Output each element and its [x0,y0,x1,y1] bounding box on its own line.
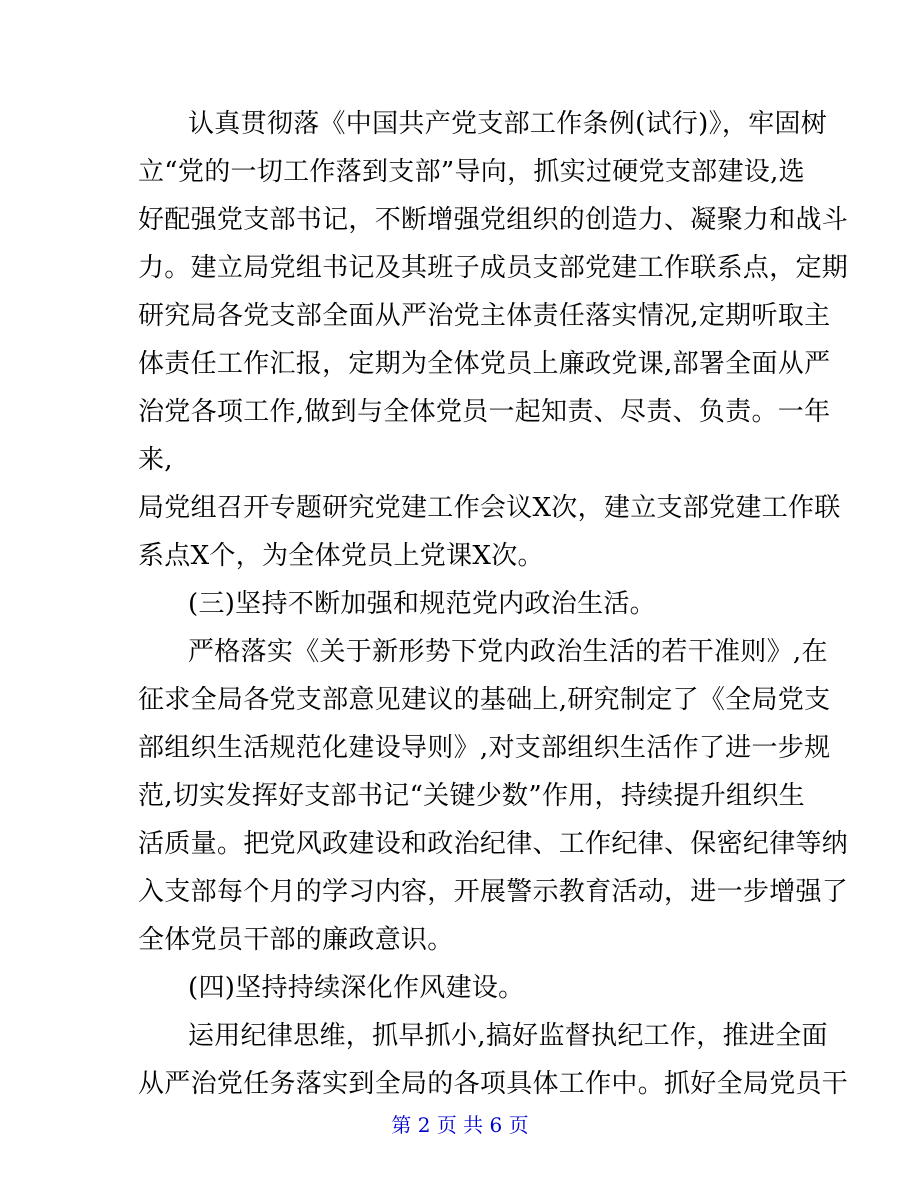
text-line: 运用纪律思维，抓早抓小,搞好监督执纪工作，推进全面 [188,1021,828,1051]
text-line: 全体党员干部的廉政意识。 [138,925,454,955]
text-line: 力。建立局党组书记及其班子成员支部党建工作联系点，定期 [138,253,849,283]
section-heading: (四)坚持持续深化作风建设。 [188,973,525,1003]
text-line: 入支部每个月的学习内容，开展警示教育活动，进一步增强了 [138,877,849,907]
text-line: 来, [138,445,173,475]
text-line: 严格落实《关于新形势下党内政治生活的若干准则》,在 [188,637,828,667]
text-line: 治党各项工作,做到与全体党员一起知责、尽责、负责。一年 [138,397,831,427]
text-line: 认真贯彻落《中国共产党支部工作条例(试行)》，牢固树 [188,109,828,139]
text-line: 系点X个，为全体党员上党课X次。 [138,541,544,571]
page-number-footer: 第 2 页 共 6 页 [391,1113,529,1137]
section-heading: (三)坚持不断加强和规范党内政治生活。 [188,589,656,619]
text-line: 部组织生活规范化建设导则》,对支部组织生活作了进一步规 [138,733,831,763]
text-line: 体责任工作汇报，定期为全体党员上廉政党课,部署全面从严 [138,349,831,379]
text-line: 活质量。把党风政建设和政治纪律、工作纪律、保密纪律等纳 [138,829,849,859]
document-body [138,100,849,1108]
text-line: 征求全局各党支部意见建议的基础上,研究制定了《全局党支 [138,685,831,715]
text-line: 局党组召开专题研究党建工作会议X次，建立支部党建工作联 [138,493,841,523]
text-line: 研究局各党支部全面从严治党主体责任落实情况,定期听取主 [138,301,831,331]
text-line: 范,切实发挥好支部书记“关键少数”作用，持续提升组织生 [138,781,805,811]
text-line: 从严治党任务落实到全局的各项具体工作中。抓好全局党员干 [138,1069,849,1099]
text-line: 好配强党支部书记，不断增强党组织的创造力、凝聚力和战斗 [138,205,849,235]
text-line: 立“党的一切工作落到支部”导向，抓实过硬党支部建设,选 [138,157,805,187]
